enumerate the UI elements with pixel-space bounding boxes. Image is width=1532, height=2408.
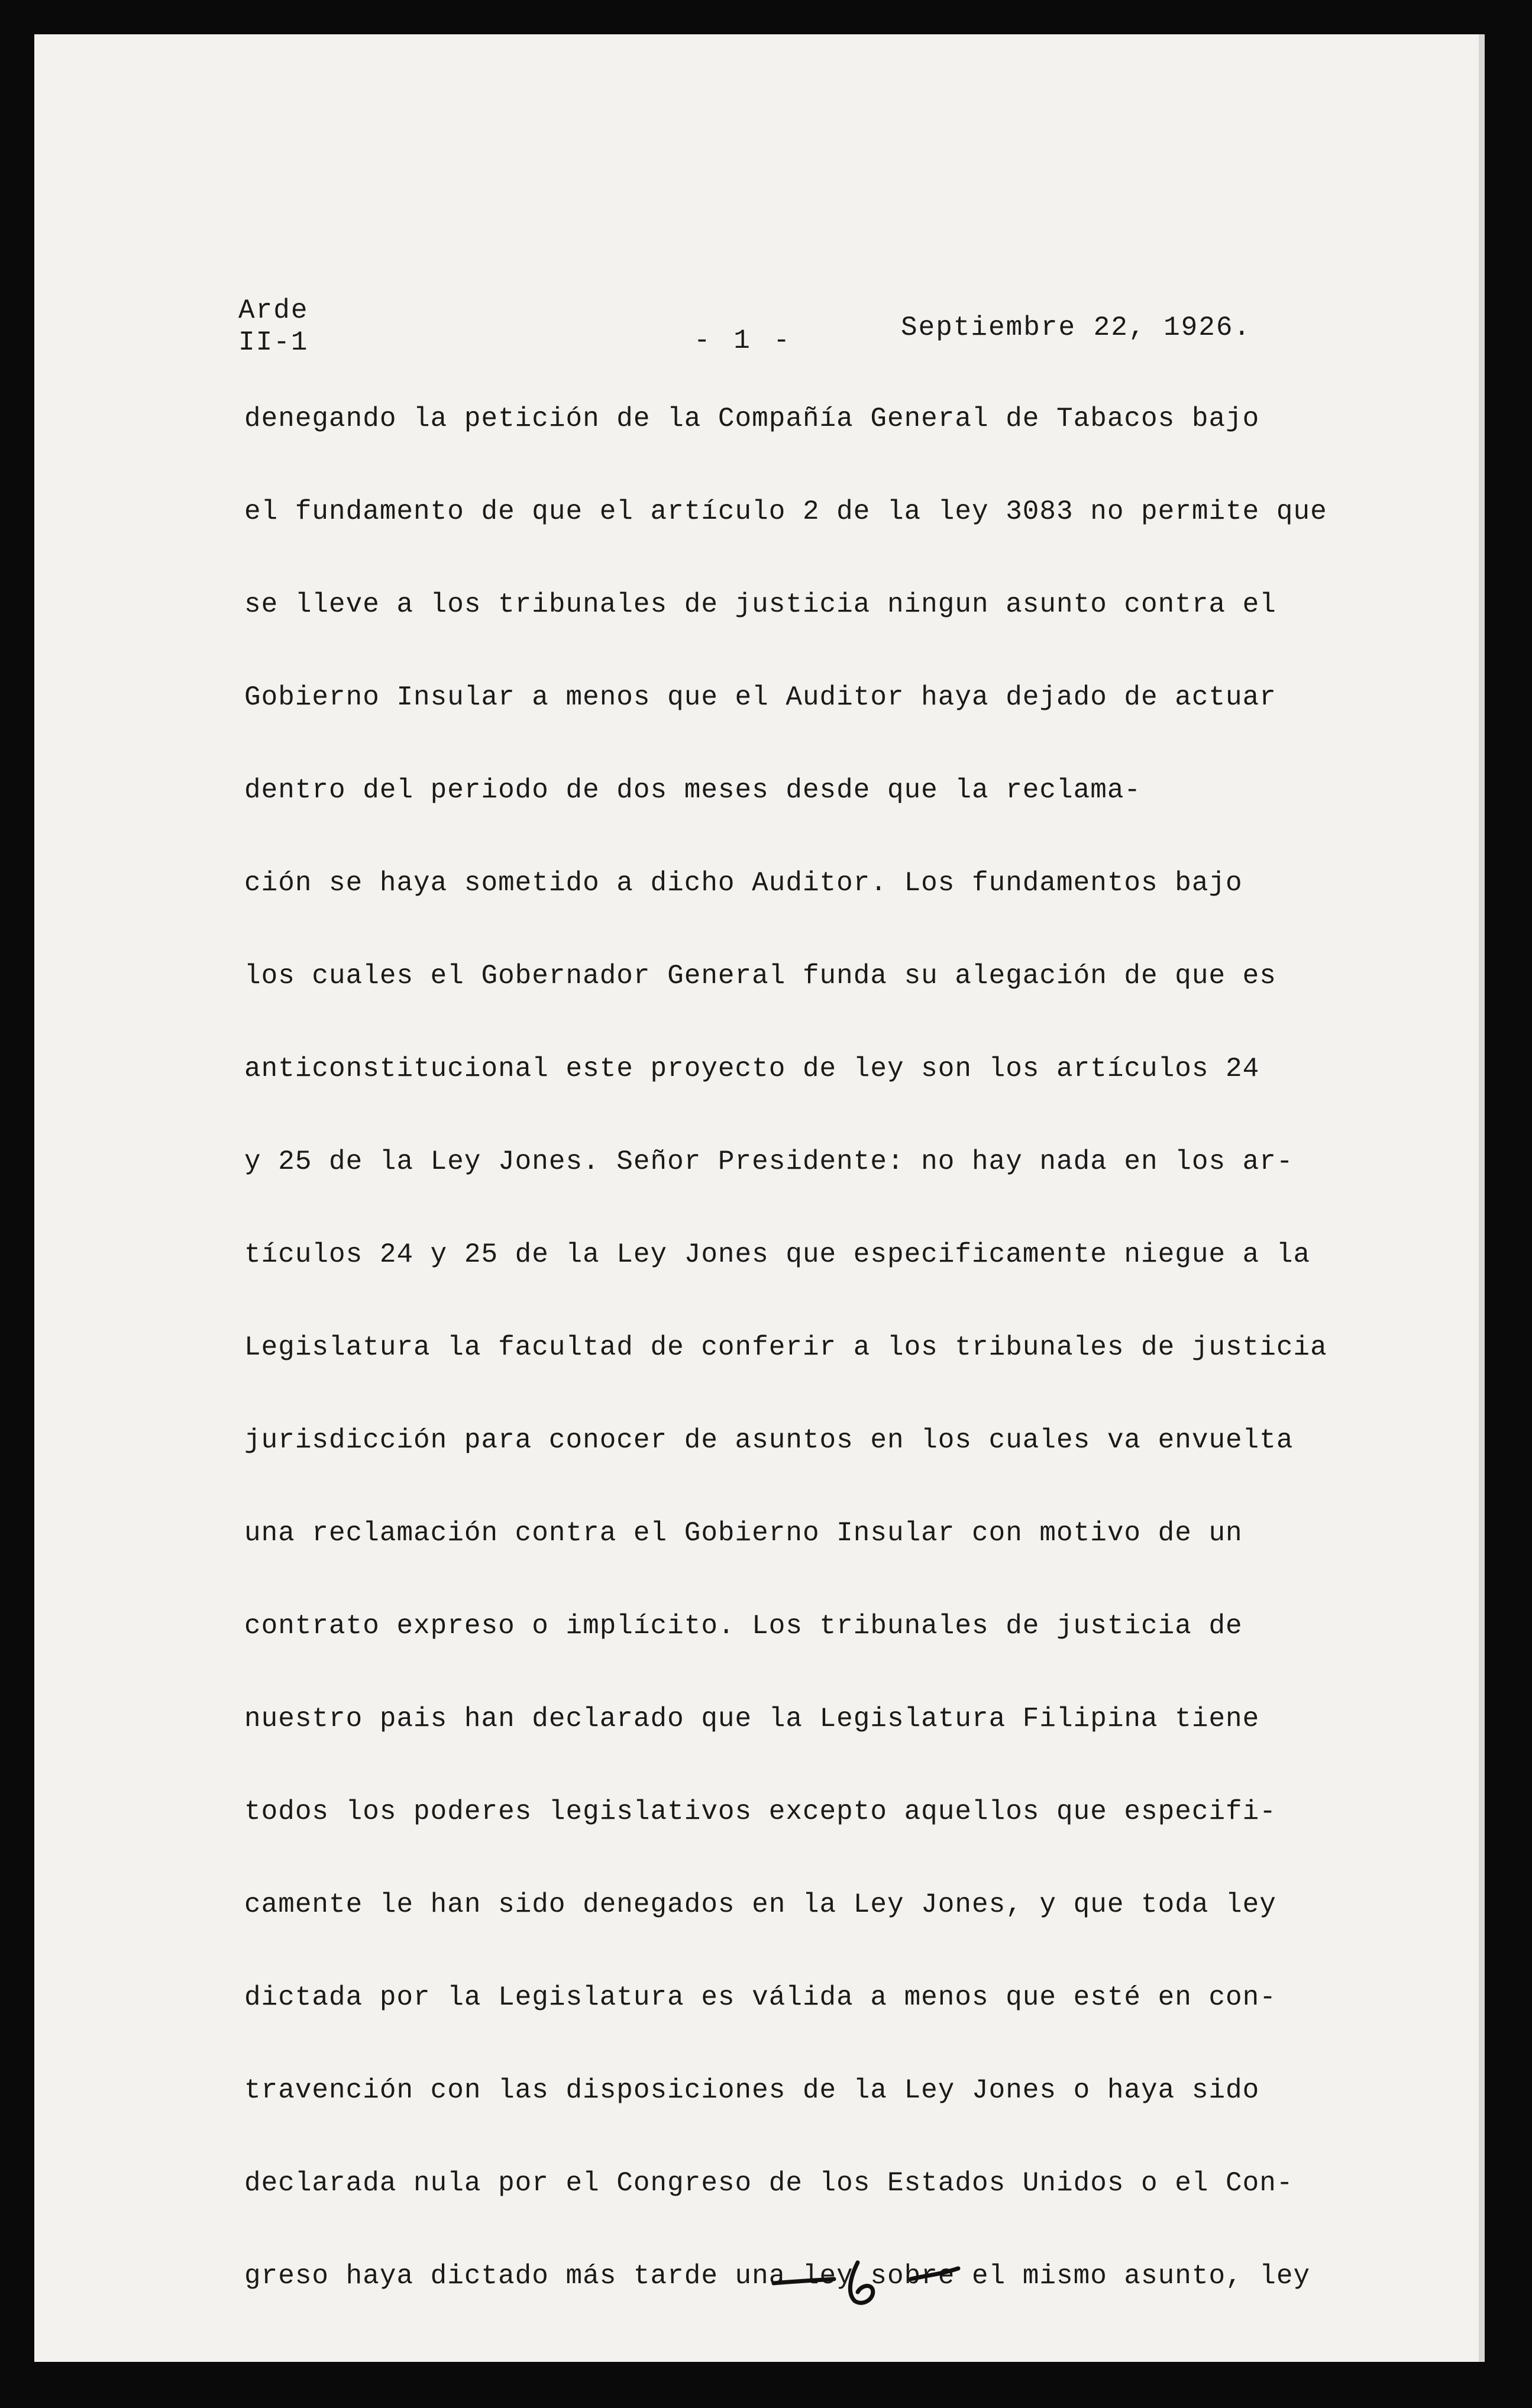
document-body <box>244 395 1457 2345</box>
body-line: el fundamento de que el artículo 2 de la ley 3083 no permite que <box>244 496 1327 527</box>
body-line: dictada por la Legislatura es válida a menos que esté en con- <box>244 1982 1276 2013</box>
document-page <box>34 34 1485 2362</box>
body-line: greso haya dictado más tarde una ley sobre el mismo asunto, ley <box>244 2261 1311 2291</box>
body-line: Legislatura la facultad de conferir a los tribunales de justicia <box>244 1332 1327 1363</box>
body-line: una reclamación contra el Gobierno Insular con motivo de un <box>244 1518 1243 1549</box>
body-line: dentro del periodo de dos meses desde que la reclama- <box>244 775 1142 806</box>
body-line: se lleve a los tribunales de justicia ningun asunto contra el <box>244 589 1276 620</box>
body-line: los cuales el Gobernador General funda su alegación de que es <box>244 961 1276 991</box>
body-line: denegando la petición de la Compañía General de Tabacos bajo <box>244 403 1260 434</box>
handwritten-page-mark <box>769 2251 964 2310</box>
body-line: Gobierno Insular a menos que el Auditor haya dejado de actuar <box>244 682 1276 713</box>
body-line: nuestro pais han declarado que la Legislatura Filipina tiene <box>244 1704 1260 1734</box>
page-number: - 1 - <box>694 325 794 356</box>
body-line: jurisdicción para conocer de asuntos en los cuales va envuelta <box>244 1425 1294 1456</box>
header-ref-line1: Arde <box>238 295 309 326</box>
body-line: camente le han sido denegados en la Ley Jones, y que toda ley <box>244 1889 1276 1920</box>
header-reference <box>238 295 308 358</box>
body-line: anticonstitucional este proyecto de ley son los artículos 24 <box>244 1053 1260 1084</box>
page-header <box>34 295 1479 377</box>
body-line: y 25 de la Ley Jones. Señor Presidente: no hay nada en los ar- <box>244 1146 1294 1177</box>
body-line: contrato expreso o implícito. Los tribunales de justicia de <box>244 1611 1243 1641</box>
body-line: declarada nula por el Congreso de los Estados Unidos o el Con- <box>244 2168 1294 2199</box>
body-line: ción se haya sometido a dicho Auditor. Los fundamentos bajo <box>244 868 1243 898</box>
header-ref-line2: II-1 <box>238 327 309 358</box>
document-date: Septiembre 22, 1926. <box>901 312 1252 343</box>
body-line: travención con las disposiciones de la Ley Jones o haya sido <box>244 2075 1260 2106</box>
body-line: todos los poderes legislativos excepto aquellos que especifi- <box>244 1796 1276 1827</box>
body-line: tículos 24 y 25 de la Ley Jones que especificamente niegue a la <box>244 1239 1311 1270</box>
